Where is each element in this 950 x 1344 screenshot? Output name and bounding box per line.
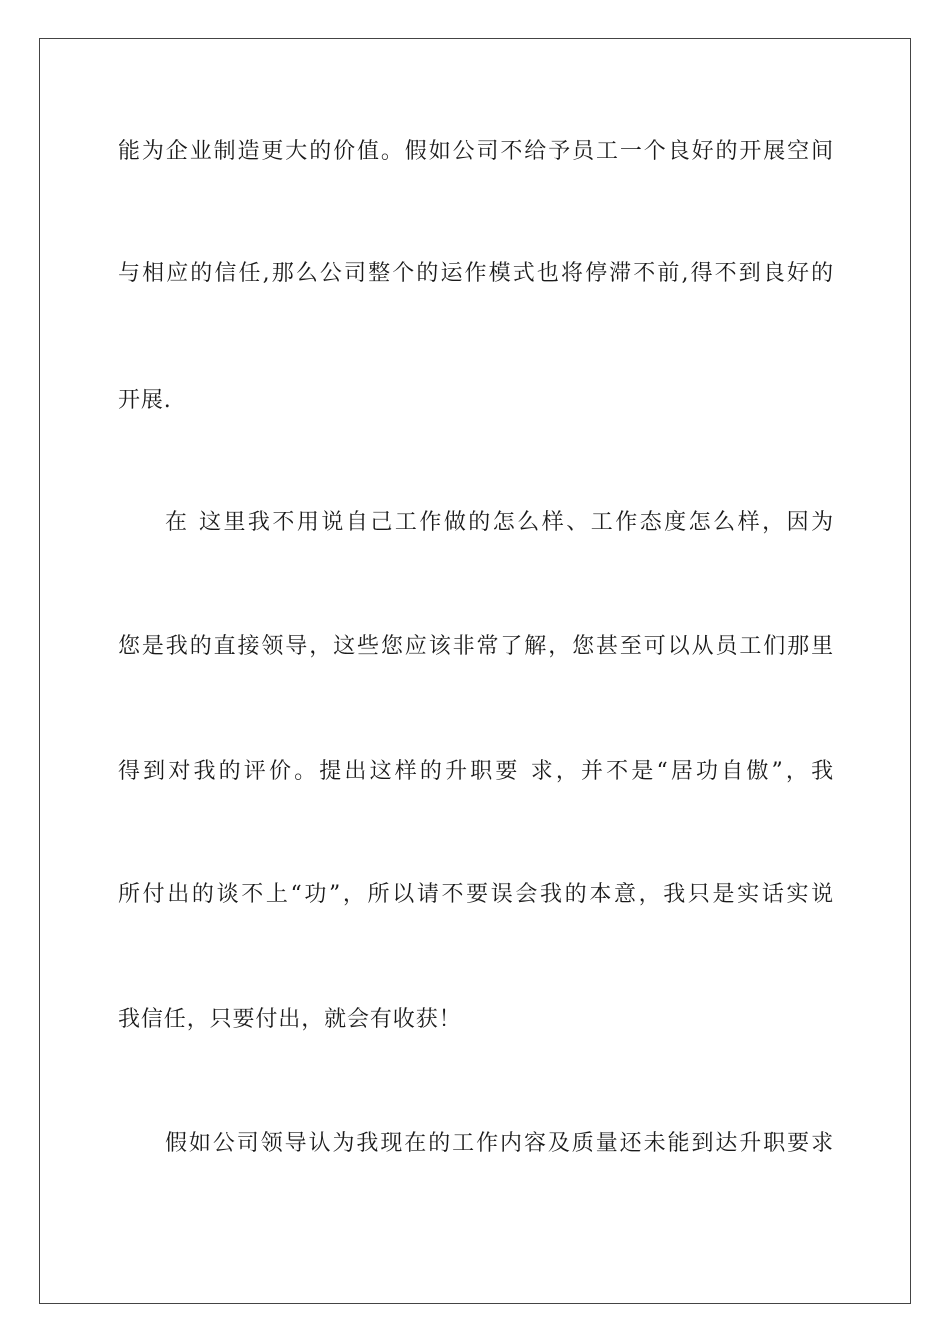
paragraph-line-8: 我信任，只要付出，就会有收获！ [118, 1007, 462, 1032]
paragraph-line-5: 您是我的直接领导，这些您应该非常了解，您甚至可以从员工们那里 [118, 634, 834, 659]
paragraph-line-4: 在 这里我不用说自己工作做的怎么样、工作态度怎么样，因为 [165, 510, 834, 535]
paragraph-line-9: 假如公司领导认为我现在的工作内容及质量还未能到达升职要求 [165, 1131, 834, 1156]
paragraph-line-7: 所付出的谈不上“功”，所以请不要误会我的本意，我只是实话实说 [118, 882, 834, 907]
paragraph-line-1: 能为企业制造更大的价值。假如公司不给予员工一个良好的开展空间 [118, 139, 834, 164]
paragraph-line-6: 得到对我的评价。提出这样的升职要 求，并不是“居功自傲”，我 [118, 759, 834, 784]
paragraph-line-3: 开展. [118, 388, 172, 413]
paragraph-line-2: 与相应的信任,那么公司整个的运作模式也将停滞不前,得不到良好的 [118, 261, 834, 286]
page-frame [39, 38, 911, 1304]
